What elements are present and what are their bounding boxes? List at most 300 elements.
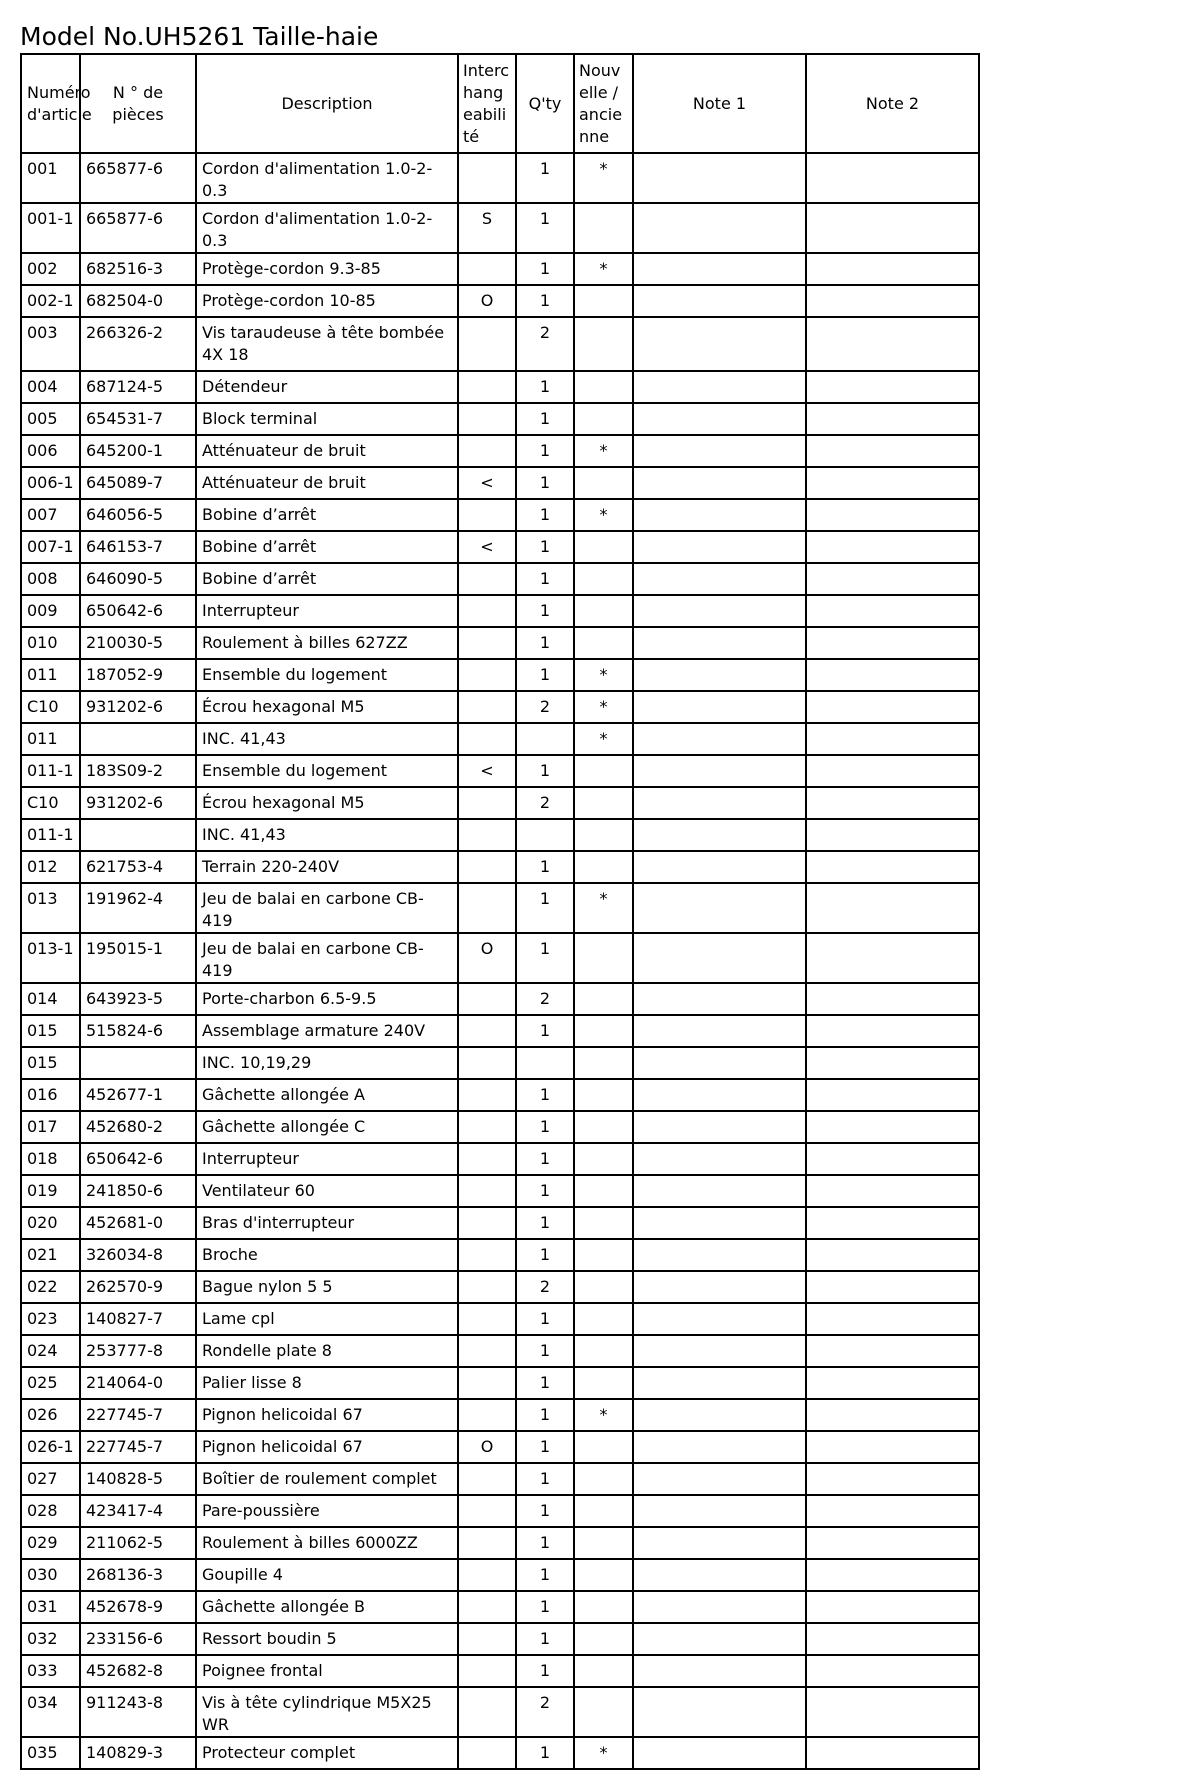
table-row xyxy=(21,1623,979,1655)
cell-qty: 1 xyxy=(516,933,574,983)
cell-part-number: 452682-8 xyxy=(80,1655,196,1687)
table-row xyxy=(21,1559,979,1591)
cell-interchangeability xyxy=(458,1271,516,1303)
cell-new-old: * xyxy=(574,435,633,467)
cell-part-number: 187052-9 xyxy=(80,659,196,691)
cell-description: Goupille 4 xyxy=(196,1559,458,1591)
cell-item-number: 001 xyxy=(21,153,80,203)
cell-note-2 xyxy=(806,933,979,983)
cell-interchangeability xyxy=(458,1239,516,1271)
cell-qty: 2 xyxy=(516,317,574,371)
cell-note-1 xyxy=(633,1207,806,1239)
cell-qty: 1 xyxy=(516,1079,574,1111)
cell-interchangeability xyxy=(458,1047,516,1079)
table-row xyxy=(21,755,979,787)
cell-note-2 xyxy=(806,1495,979,1527)
cell-note-1 xyxy=(633,253,806,285)
cell-interchangeability xyxy=(458,787,516,819)
cell-item-number: 027 xyxy=(21,1463,80,1495)
cell-qty: 1 xyxy=(516,1335,574,1367)
cell-description: Bague nylon 5 5 xyxy=(196,1271,458,1303)
table-row xyxy=(21,1335,979,1367)
cell-part-number: 326034-8 xyxy=(80,1239,196,1271)
cell-note-2 xyxy=(806,1271,979,1303)
cell-new-old xyxy=(574,1111,633,1143)
table-row xyxy=(21,1303,979,1335)
cell-interchangeability xyxy=(458,1623,516,1655)
cell-qty: 1 xyxy=(516,1239,574,1271)
cell-qty: 1 xyxy=(516,1655,574,1687)
cell-part-number: 931202-6 xyxy=(80,787,196,819)
cell-note-1 xyxy=(633,883,806,933)
cell-qty xyxy=(516,1047,574,1079)
cell-item-number: 004 xyxy=(21,371,80,403)
cell-item-number: 022 xyxy=(21,1271,80,1303)
cell-part-number: 183S09-2 xyxy=(80,755,196,787)
cell-description: Pignon helicoidal 67 xyxy=(196,1431,458,1463)
cell-description: Cordon d'alimentation 1.0-2-0.3 xyxy=(196,203,458,253)
cell-item-number: 031 xyxy=(21,1591,80,1623)
cell-description: Bobine d’arrêt xyxy=(196,499,458,531)
cell-new-old xyxy=(574,1623,633,1655)
table-row xyxy=(21,203,979,253)
cell-description: Pare-poussière xyxy=(196,1495,458,1527)
cell-new-old xyxy=(574,1079,633,1111)
cell-description: Roulement à billes 6000ZZ xyxy=(196,1527,458,1559)
cell-note-1 xyxy=(633,1303,806,1335)
cell-description: Vis taraudeuse à tête bombée 4X 18 xyxy=(196,317,458,371)
table-row xyxy=(21,403,979,435)
cell-note-1 xyxy=(633,1335,806,1367)
cell-description: Bobine d’arrêt xyxy=(196,531,458,563)
cell-part-number: 650642-6 xyxy=(80,595,196,627)
cell-note-2 xyxy=(806,1079,979,1111)
table-row xyxy=(21,253,979,285)
cell-interchangeability xyxy=(458,1303,516,1335)
cell-item-number: C10 xyxy=(21,691,80,723)
cell-item-number: 011-1 xyxy=(21,819,80,851)
cell-part-number: 643923-5 xyxy=(80,983,196,1015)
cell-description: Interrupteur xyxy=(196,595,458,627)
cell-item-number: 019 xyxy=(21,1175,80,1207)
cell-item-number: 023 xyxy=(21,1303,80,1335)
cell-description: Bras d'interrupteur xyxy=(196,1207,458,1239)
cell-new-old: * xyxy=(574,499,633,531)
cell-new-old: * xyxy=(574,253,633,285)
cell-interchangeability: S xyxy=(458,203,516,253)
cell-note-2 xyxy=(806,1143,979,1175)
cell-note-1 xyxy=(633,1271,806,1303)
cell-description: Rondelle plate 8 xyxy=(196,1335,458,1367)
cell-qty: 1 xyxy=(516,499,574,531)
cell-note-1 xyxy=(633,563,806,595)
cell-part-number: 241850-6 xyxy=(80,1175,196,1207)
cell-description: Gâchette allongée B xyxy=(196,1591,458,1623)
cell-part-number: 646090-5 xyxy=(80,563,196,595)
cell-note-2 xyxy=(806,1559,979,1591)
cell-part-number xyxy=(80,723,196,755)
cell-note-1 xyxy=(633,787,806,819)
cell-qty: 1 xyxy=(516,659,574,691)
cell-new-old xyxy=(574,595,633,627)
cell-new-old xyxy=(574,1207,633,1239)
cell-interchangeability xyxy=(458,1207,516,1239)
cell-new-old xyxy=(574,1687,633,1737)
cell-note-1 xyxy=(633,723,806,755)
cell-new-old xyxy=(574,1559,633,1591)
column-header-description: Description xyxy=(196,54,458,153)
cell-new-old xyxy=(574,1367,633,1399)
table-row xyxy=(21,595,979,627)
cell-note-2 xyxy=(806,285,979,317)
cell-new-old xyxy=(574,563,633,595)
table-row xyxy=(21,1431,979,1463)
column-header-item-number: Numéro d'article xyxy=(21,54,80,153)
cell-part-number: 452677-1 xyxy=(80,1079,196,1111)
table-row xyxy=(21,1207,979,1239)
cell-interchangeability xyxy=(458,403,516,435)
cell-part-number: 214064-0 xyxy=(80,1367,196,1399)
cell-new-old xyxy=(574,755,633,787)
cell-new-old xyxy=(574,1591,633,1623)
cell-item-number: 002-1 xyxy=(21,285,80,317)
cell-note-2 xyxy=(806,691,979,723)
cell-note-1 xyxy=(633,371,806,403)
cell-note-2 xyxy=(806,203,979,253)
table-row xyxy=(21,1687,979,1737)
cell-item-number: 029 xyxy=(21,1527,80,1559)
cell-part-number: 687124-5 xyxy=(80,371,196,403)
cell-item-number: 017 xyxy=(21,1111,80,1143)
cell-part-number: 646153-7 xyxy=(80,531,196,563)
cell-item-number: 009 xyxy=(21,595,80,627)
cell-new-old: * xyxy=(574,691,633,723)
cell-item-number: 018 xyxy=(21,1143,80,1175)
cell-interchangeability xyxy=(458,1143,516,1175)
cell-interchangeability xyxy=(458,563,516,595)
cell-description: Écrou hexagonal M5 xyxy=(196,787,458,819)
cell-interchangeability xyxy=(458,317,516,371)
table-row xyxy=(21,1495,979,1527)
cell-interchangeability xyxy=(458,883,516,933)
cell-qty xyxy=(516,819,574,851)
cell-qty: 2 xyxy=(516,691,574,723)
cell-interchangeability: O xyxy=(458,1431,516,1463)
cell-part-number: 645200-1 xyxy=(80,435,196,467)
cell-description: Jeu de balai en carbone CB-419 xyxy=(196,883,458,933)
table-row xyxy=(21,317,979,371)
cell-new-old: * xyxy=(574,883,633,933)
cell-description: Gâchette allongée A xyxy=(196,1079,458,1111)
cell-note-2 xyxy=(806,659,979,691)
cell-interchangeability xyxy=(458,1737,516,1769)
cell-part-number: 665877-6 xyxy=(80,153,196,203)
table-row xyxy=(21,723,979,755)
cell-item-number: 006 xyxy=(21,435,80,467)
cell-note-2 xyxy=(806,1431,979,1463)
cell-interchangeability xyxy=(458,435,516,467)
cell-item-number: 032 xyxy=(21,1623,80,1655)
cell-item-number: 010 xyxy=(21,627,80,659)
cell-new-old xyxy=(574,1015,633,1047)
cell-description: Bobine d’arrêt xyxy=(196,563,458,595)
cell-item-number: 030 xyxy=(21,1559,80,1591)
cell-new-old xyxy=(574,371,633,403)
cell-note-1 xyxy=(633,691,806,723)
cell-note-2 xyxy=(806,595,979,627)
cell-new-old: * xyxy=(574,723,633,755)
table-row xyxy=(21,371,979,403)
cell-note-2 xyxy=(806,435,979,467)
cell-new-old xyxy=(574,819,633,851)
cell-interchangeability xyxy=(458,1367,516,1399)
cell-interchangeability: < xyxy=(458,531,516,563)
cell-note-2 xyxy=(806,403,979,435)
cell-description: Cordon d'alimentation 1.0-2-0.3 xyxy=(196,153,458,203)
cell-item-number: 013-1 xyxy=(21,933,80,983)
cell-note-2 xyxy=(806,531,979,563)
cell-qty: 1 xyxy=(516,1207,574,1239)
cell-part-number: 452680-2 xyxy=(80,1111,196,1143)
cell-description: Block terminal xyxy=(196,403,458,435)
table-row xyxy=(21,1143,979,1175)
cell-part-number: 650642-6 xyxy=(80,1143,196,1175)
cell-new-old xyxy=(574,1239,633,1271)
cell-note-2 xyxy=(806,1335,979,1367)
cell-item-number: 011 xyxy=(21,659,80,691)
cell-new-old xyxy=(574,1463,633,1495)
cell-interchangeability xyxy=(458,253,516,285)
cell-note-1 xyxy=(633,1527,806,1559)
cell-part-number: 266326-2 xyxy=(80,317,196,371)
table-row xyxy=(21,285,979,317)
cell-interchangeability xyxy=(458,691,516,723)
cell-part-number: 646056-5 xyxy=(80,499,196,531)
cell-new-old xyxy=(574,285,633,317)
cell-item-number: 015 xyxy=(21,1047,80,1079)
cell-note-1 xyxy=(633,1591,806,1623)
cell-description: Assemblage armature 240V xyxy=(196,1015,458,1047)
cell-new-old xyxy=(574,627,633,659)
table-row xyxy=(21,1527,979,1559)
table-row xyxy=(21,435,979,467)
cell-interchangeability: O xyxy=(458,933,516,983)
column-header-qty: Q'ty xyxy=(516,54,574,153)
cell-note-2 xyxy=(806,1623,979,1655)
cell-part-number: 682516-3 xyxy=(80,253,196,285)
cell-part-number: 682504-0 xyxy=(80,285,196,317)
column-header-note-1: Note 1 xyxy=(633,54,806,153)
cell-note-2 xyxy=(806,1399,979,1431)
cell-note-2 xyxy=(806,1591,979,1623)
cell-item-number: 007-1 xyxy=(21,531,80,563)
table-row xyxy=(21,787,979,819)
column-header-part-number: N ° de pièces xyxy=(80,54,196,153)
parts-table xyxy=(20,53,980,1770)
cell-note-2 xyxy=(806,467,979,499)
cell-part-number: 253777-8 xyxy=(80,1335,196,1367)
cell-new-old: * xyxy=(574,1737,633,1769)
cell-note-2 xyxy=(806,851,979,883)
table-row xyxy=(21,531,979,563)
cell-note-2 xyxy=(806,723,979,755)
cell-new-old xyxy=(574,1335,633,1367)
cell-new-old xyxy=(574,203,633,253)
cell-item-number: 021 xyxy=(21,1239,80,1271)
cell-note-2 xyxy=(806,1655,979,1687)
cell-interchangeability xyxy=(458,499,516,531)
cell-part-number xyxy=(80,1047,196,1079)
table-row xyxy=(21,1737,979,1769)
table-header-row xyxy=(21,54,979,153)
cell-new-old xyxy=(574,787,633,819)
table-row xyxy=(21,1079,979,1111)
cell-interchangeability xyxy=(458,1079,516,1111)
cell-description: INC. 41,43 xyxy=(196,819,458,851)
cell-note-1 xyxy=(633,851,806,883)
table-row xyxy=(21,691,979,723)
cell-part-number: 621753-4 xyxy=(80,851,196,883)
cell-note-2 xyxy=(806,883,979,933)
cell-qty: 1 xyxy=(516,595,574,627)
cell-interchangeability xyxy=(458,851,516,883)
cell-note-1 xyxy=(633,435,806,467)
cell-description: INC. 41,43 xyxy=(196,723,458,755)
cell-qty: 2 xyxy=(516,1687,574,1737)
cell-note-1 xyxy=(633,1367,806,1399)
cell-note-1 xyxy=(633,819,806,851)
cell-new-old xyxy=(574,531,633,563)
cell-qty: 1 xyxy=(516,627,574,659)
cell-interchangeability: < xyxy=(458,467,516,499)
cell-description: Vis à tête cylindrique M5X25 WR xyxy=(196,1687,458,1737)
cell-note-1 xyxy=(633,1463,806,1495)
cell-new-old: * xyxy=(574,659,633,691)
cell-part-number: 140829-3 xyxy=(80,1737,196,1769)
cell-interchangeability xyxy=(458,1463,516,1495)
table-row xyxy=(21,1591,979,1623)
cell-note-1 xyxy=(633,1431,806,1463)
cell-note-1 xyxy=(633,983,806,1015)
cell-qty: 1 xyxy=(516,1015,574,1047)
cell-part-number: 140827-7 xyxy=(80,1303,196,1335)
cell-note-2 xyxy=(806,787,979,819)
cell-interchangeability xyxy=(458,1527,516,1559)
table-row xyxy=(21,563,979,595)
cell-qty: 1 xyxy=(516,1111,574,1143)
table-row xyxy=(21,933,979,983)
cell-description: Protège-cordon 10-85 xyxy=(196,285,458,317)
column-header-new-old: Nouvelle / ancienne xyxy=(574,54,633,153)
cell-note-2 xyxy=(806,1303,979,1335)
table-row xyxy=(21,1399,979,1431)
table-row xyxy=(21,983,979,1015)
cell-item-number: 034 xyxy=(21,1687,80,1737)
cell-interchangeability: O xyxy=(458,285,516,317)
table-row xyxy=(21,851,979,883)
cell-description: Ensemble du logement xyxy=(196,755,458,787)
cell-description: Terrain 220-240V xyxy=(196,851,458,883)
table-row xyxy=(21,1015,979,1047)
cell-description: Pignon helicoidal 67 xyxy=(196,1399,458,1431)
cell-interchangeability xyxy=(458,659,516,691)
cell-item-number: 011 xyxy=(21,723,80,755)
cell-note-2 xyxy=(806,1687,979,1737)
cell-note-2 xyxy=(806,1737,979,1769)
cell-qty: 1 xyxy=(516,1737,574,1769)
cell-part-number: 654531-7 xyxy=(80,403,196,435)
cell-interchangeability xyxy=(458,983,516,1015)
cell-new-old xyxy=(574,1527,633,1559)
cell-new-old xyxy=(574,933,633,983)
cell-new-old xyxy=(574,1431,633,1463)
cell-new-old xyxy=(574,1655,633,1687)
cell-part-number: 262570-9 xyxy=(80,1271,196,1303)
cell-item-number: 007 xyxy=(21,499,80,531)
cell-description: Écrou hexagonal M5 xyxy=(196,691,458,723)
cell-item-number: 014 xyxy=(21,983,80,1015)
cell-qty: 1 xyxy=(516,1175,574,1207)
cell-description: Broche xyxy=(196,1239,458,1271)
table-row xyxy=(21,153,979,203)
cell-note-2 xyxy=(806,1111,979,1143)
cell-part-number: 227745-7 xyxy=(80,1399,196,1431)
cell-note-2 xyxy=(806,1015,979,1047)
cell-qty: 1 xyxy=(516,403,574,435)
cell-note-1 xyxy=(633,531,806,563)
cell-note-1 xyxy=(633,317,806,371)
cell-description: Ensemble du logement xyxy=(196,659,458,691)
cell-qty: 1 xyxy=(516,1495,574,1527)
cell-item-number: 026 xyxy=(21,1399,80,1431)
cell-description: Porte-charbon 6.5-9.5 xyxy=(196,983,458,1015)
cell-description: Atténuateur de bruit xyxy=(196,467,458,499)
cell-note-1 xyxy=(633,595,806,627)
cell-description: Jeu de balai en carbone CB-419 xyxy=(196,933,458,983)
cell-interchangeability xyxy=(458,1591,516,1623)
cell-interchangeability xyxy=(458,627,516,659)
cell-new-old xyxy=(574,317,633,371)
cell-qty: 1 xyxy=(516,153,574,203)
cell-description: Palier lisse 8 xyxy=(196,1367,458,1399)
cell-note-1 xyxy=(633,1559,806,1591)
page-title: Model No.UH5261 Taille-haie xyxy=(20,22,379,51)
cell-note-1 xyxy=(633,933,806,983)
cell-part-number: 268136-3 xyxy=(80,1559,196,1591)
table-row xyxy=(21,1175,979,1207)
cell-description: Boîtier de roulement complet xyxy=(196,1463,458,1495)
cell-note-1 xyxy=(633,627,806,659)
cell-item-number: 001-1 xyxy=(21,203,80,253)
cell-note-2 xyxy=(806,1239,979,1271)
cell-qty: 1 xyxy=(516,1527,574,1559)
cell-interchangeability xyxy=(458,1015,516,1047)
cell-part-number: 452681-0 xyxy=(80,1207,196,1239)
cell-note-1 xyxy=(633,1495,806,1527)
cell-part-number: 452678-9 xyxy=(80,1591,196,1623)
cell-note-1 xyxy=(633,1143,806,1175)
cell-description: Lame cpl xyxy=(196,1303,458,1335)
cell-qty: 1 xyxy=(516,531,574,563)
cell-part-number: 645089-7 xyxy=(80,467,196,499)
cell-note-2 xyxy=(806,317,979,371)
table-row xyxy=(21,1463,979,1495)
cell-description: Poignee frontal xyxy=(196,1655,458,1687)
cell-description: Détendeur xyxy=(196,371,458,403)
table-row xyxy=(21,1111,979,1143)
cell-description: Protecteur complet xyxy=(196,1737,458,1769)
cell-note-2 xyxy=(806,499,979,531)
